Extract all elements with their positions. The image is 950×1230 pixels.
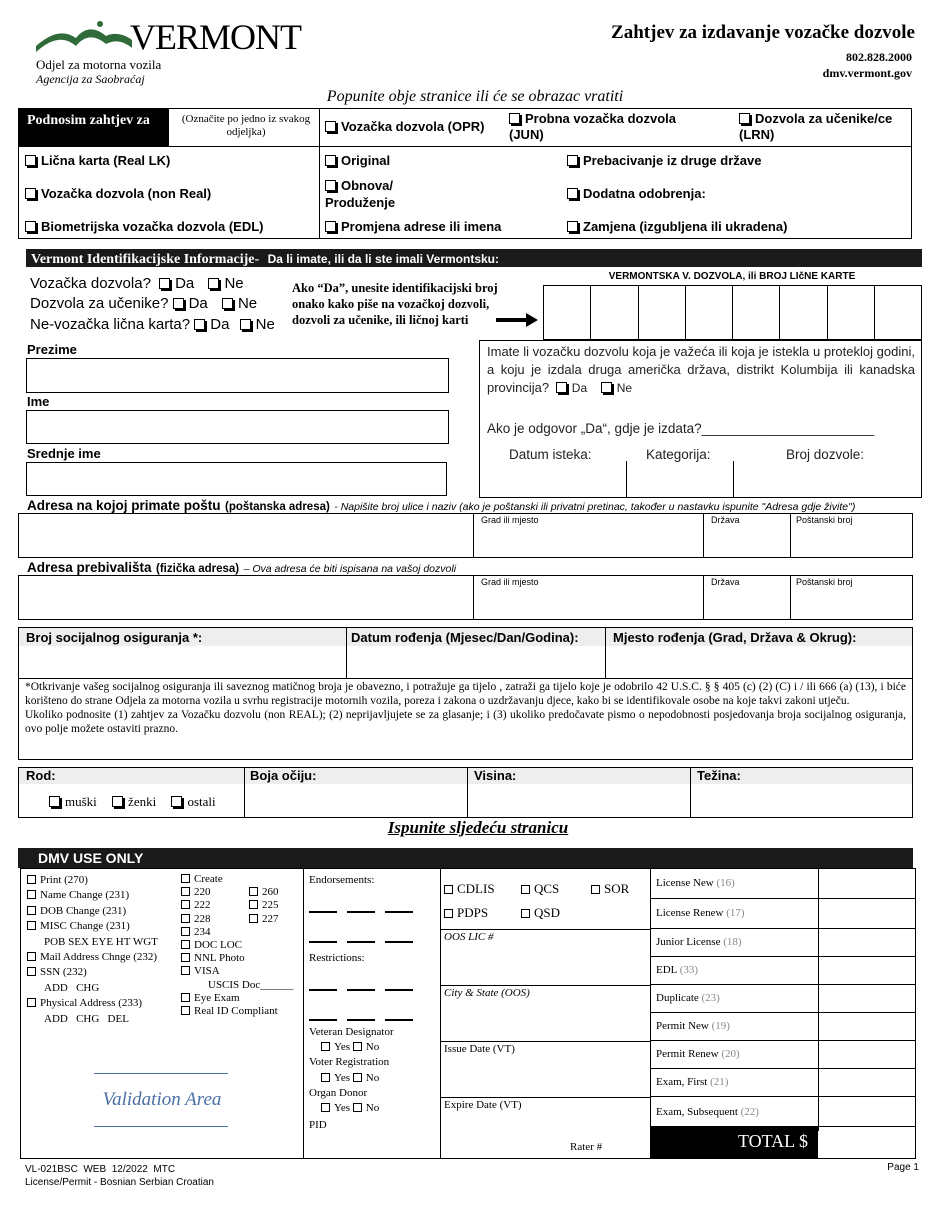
form-subtitle: Popunite obje stranice ili će se obrazac vratiti <box>326 88 624 105</box>
city-state-label: City & State (OOS) <box>444 987 530 999</box>
other-license-question: Imate li vozačku dozvolu koja je važeća ili koja je istekla u protekloj godini, a koju je izdala druga američka država, distrikt Kolumbija ili kanadska provincija? Da Ne <box>487 344 915 395</box>
vt-id-instructions: Ako “Da”, unesite identifikacijski broj onako kako piše na vozačkoj dozvoli, dozvoli za učenike, ili ličnoj karti <box>292 281 498 327</box>
check-pdps[interactable]: PDPS <box>444 901 521 925</box>
mail-address-field[interactable] <box>18 513 913 558</box>
dmv-222[interactable]: 222 <box>181 899 249 912</box>
mail-zip-label: Poštanski broj <box>796 515 853 525</box>
dmv-225[interactable]: 225 <box>249 899 279 911</box>
form-name: License/Permit - Bosnian Serbian Croatian <box>25 1177 214 1188</box>
check-qsd[interactable]: QSD <box>521 905 560 920</box>
weight-field[interactable] <box>691 784 912 817</box>
dmv-designators: Veteran Designator Yes No Voter Registration Yes No Organ Donor Yes No PID <box>309 1025 394 1133</box>
check-sor[interactable]: SOR <box>591 881 629 896</box>
dmv-dob-change[interactable]: DOB Change (231) <box>27 904 158 919</box>
opt-renewal[interactable]: Obnova/ Produženje <box>325 178 396 210</box>
first-name-label: Ime <box>27 394 50 409</box>
vt-license-no[interactable] <box>208 278 219 289</box>
dmv-misc-options: POB SEX EYE HT WGT <box>44 935 158 948</box>
other-license-no[interactable] <box>601 382 612 393</box>
id-number-boxes[interactable] <box>543 285 922 340</box>
expire-date-label: Expire Date (VT) <box>444 1099 522 1111</box>
dmv-endorsements-label: Endorsements: <box>309 874 375 886</box>
dmv-col1 <box>27 873 158 1027</box>
res-state-label: Država <box>711 577 740 587</box>
total-label-box: TOTAL $ <box>651 1127 818 1158</box>
dmv-col2 <box>181 873 301 1018</box>
oos-lic-label: OOS LIC # <box>444 931 494 943</box>
pob-label: Mjesto rođenja (Grad, Država & Okrug): <box>613 630 857 645</box>
height-field[interactable] <box>468 784 690 817</box>
weight-label: Težina: <box>697 768 741 783</box>
other-license-box <box>479 340 922 498</box>
sex-label: Rod: <box>26 768 56 783</box>
vermont-logo <box>34 18 304 58</box>
dmv-real-id[interactable]: Real ID Compliant <box>181 1005 301 1018</box>
dmv-restrictions-label: Restrictions: <box>309 952 365 964</box>
opt-endorsements[interactable]: Dodatna odobrenja: <box>567 186 706 201</box>
personal-info-row <box>18 627 913 679</box>
opt-original[interactable]: Original <box>325 153 390 168</box>
res-city-label: Grad ili mjesto <box>481 577 539 587</box>
dmv-ssn[interactable]: SSN (232) <box>27 965 158 980</box>
form-title: Zahtjev za izdavanje vozačke dozvole <box>611 22 915 43</box>
issue-date-label: Issue Date (VT) <box>444 1043 515 1055</box>
ssn-field[interactable] <box>19 646 346 678</box>
dob-label: Datum rođenja (Mjesec/Dan/Godina): <box>351 630 579 645</box>
dmv-misc-change[interactable]: MISC Change (231) <box>27 919 158 934</box>
pob-field[interactable] <box>606 646 912 678</box>
dob-field[interactable] <box>347 646 605 678</box>
page-number: Page 1 <box>887 1162 919 1173</box>
validation-area: Validation Area <box>102 1089 222 1110</box>
dmv-nnl-photo[interactable]: NNL Photo <box>181 952 301 965</box>
mountain-logo-icon <box>34 18 134 54</box>
eyes-label: Boja očiju: <box>250 768 317 783</box>
voter-no[interactable] <box>353 1073 362 1082</box>
mail-city-label: Grad ili mjesto <box>481 515 539 525</box>
dmv-ssn-options: ADD CHG <box>44 981 100 994</box>
dmv-uscis[interactable]: USCIS Doc______ <box>208 978 294 991</box>
opt-change-address[interactable]: Promjena adrese ili imena <box>325 219 501 234</box>
opt-non-real[interactable]: Vozačka dozvola (non Real) <box>25 186 211 201</box>
fee-row: Permit New (19) <box>651 1013 916 1041</box>
physical-row <box>18 767 913 818</box>
dmv-mail-change[interactable]: Mail Address Chnge (232) <box>27 950 158 965</box>
sex-female-checkbox[interactable] <box>112 796 123 807</box>
fee-row: Exam, First (21) <box>651 1069 916 1097</box>
dmv-checks <box>444 877 644 925</box>
ssn-label: Broj socijalnog osiguranja *: <box>26 630 203 645</box>
apply-note: (Označite po jedno iz svakog odjeljka) <box>181 113 311 138</box>
dmv-doc-loc[interactable]: DOC LOC <box>181 939 301 952</box>
dmv-pid: PID <box>309 1119 327 1132</box>
mail-state-label: Država <box>711 515 740 525</box>
check-qcs[interactable]: QCS <box>521 877 591 901</box>
veteran-yes[interactable] <box>321 1042 330 1051</box>
department-name: Odjel za motorna vozila <box>36 57 162 72</box>
fee-row: Exam, Subsequent (22) <box>651 1097 916 1127</box>
first-name-field[interactable] <box>26 410 449 444</box>
apply-label-box <box>19 109 169 146</box>
veteran-no[interactable] <box>353 1042 362 1051</box>
vt-permit-yes[interactable] <box>173 298 184 309</box>
vt-license-question: Vozačka dozvola? Da Ne <box>30 275 244 292</box>
eyes-field[interactable] <box>245 784 467 817</box>
fee-row: License New (16) <box>651 869 916 899</box>
dmv-print[interactable]: Print (270) <box>27 873 158 888</box>
fee-row: Junior License (18) <box>651 929 916 957</box>
dmv-228[interactable]: 228 <box>181 913 249 926</box>
middle-name-field[interactable] <box>26 462 447 496</box>
website: dmv.vermont.gov <box>822 66 912 80</box>
apply-section <box>18 108 912 239</box>
rater-label: Rater # <box>570 1141 603 1153</box>
dmv-name-change[interactable]: Name Change (231) <box>27 888 158 903</box>
dmv-234[interactable]: 234 <box>181 926 301 939</box>
arrow-right-icon <box>496 313 538 327</box>
dmv-restriction-lines[interactable] <box>309 982 429 1024</box>
vt-nondriver-yes[interactable] <box>194 319 205 330</box>
type-opr[interactable]: Vozačka dozvola (OPR) <box>325 119 485 134</box>
voter-yes[interactable] <box>321 1073 330 1082</box>
agency-name: Agencija za Saobraćaj <box>36 72 145 86</box>
dmv-create[interactable]: Create <box>181 873 301 886</box>
check-cdlis[interactable]: CDLIS <box>444 877 521 901</box>
middle-name-label: Srednje ime <box>27 446 101 461</box>
sex-male-checkbox[interactable] <box>49 796 60 807</box>
dmv-section <box>20 868 916 1159</box>
vt-license-yes[interactable] <box>159 278 170 289</box>
license-num-label: Broj dozvole: <box>786 447 865 462</box>
apply-label: Podnosim zahtjev za <box>27 113 150 128</box>
res-address-label: Adresa prebivališta (fizička adresa) – Ova adresa će biti ispisana na vašoj dozvoli <box>27 560 457 575</box>
opt-replacement[interactable]: Zamjena (izgubljena ili ukradena) <box>567 219 787 234</box>
form-id: VL-021BSC WEB 12/2022 MTC <box>25 1164 176 1175</box>
type-lrn[interactable]: Dozvola za učenike/ce (LRN) <box>739 111 893 142</box>
dmv-visa[interactable]: VISA <box>181 965 301 978</box>
res-address-field[interactable] <box>18 575 913 620</box>
total-amount-field[interactable] <box>818 1127 916 1158</box>
fee-row: Permit Renew (20) <box>651 1041 916 1069</box>
last-name-field[interactable] <box>26 358 449 393</box>
opt-real-id[interactable]: Lična karta (Real LK) <box>25 153 170 168</box>
height-label: Visina: <box>474 768 517 783</box>
opt-edl[interactable]: Biometrijska vozačka dozvola (EDL) <box>25 219 264 234</box>
dmv-address-options: ADD CHG DEL <box>44 1012 129 1025</box>
other-license-yes[interactable] <box>556 382 567 393</box>
phone-number: 802.828.2000 <box>846 50 912 64</box>
vt-permit-question: Dozvola za učenike? Da Ne <box>30 295 258 312</box>
fee-row: Duplicate (23) <box>651 985 916 1013</box>
res-zip-label: Poštanski broj <box>796 577 853 587</box>
category-label: Kategorija: <box>646 447 711 462</box>
issued-where[interactable]: Ako je odgovor „Da“, gdje je izdata?_______________________ <box>487 421 875 436</box>
sex-other-checkbox[interactable] <box>171 796 182 807</box>
fee-row: EDL (33) <box>651 957 916 985</box>
vt-id-header: Vermont Identifikacijske Informacije- Da li imate, ili da li ste imali Vermontsku: <box>26 249 922 267</box>
organ-no[interactable] <box>353 1103 362 1112</box>
type-jun[interactable]: Probna vozačka dozvola (JUN) <box>509 111 676 142</box>
dmv-220[interactable]: 220 <box>181 886 249 899</box>
vt-permit-no[interactable] <box>222 298 233 309</box>
dmv-227[interactable]: 227 <box>249 913 279 925</box>
continue-next-page: Ispunite sljedeću stranicu <box>387 818 569 837</box>
vt-nondriver-no[interactable] <box>240 319 251 330</box>
exp-date-label: Datum isteka: <box>509 447 592 462</box>
fee-row: License Renew (17) <box>651 899 916 929</box>
mail-address-label: Adresa na kojoj primate poštu (poštanska adresa) - Napišite broj ulice i naziv (ako je poštanski ili privatni pretinac, također u nastavku ispunite "Adresa gdje živite") <box>27 498 856 513</box>
organ-yes[interactable] <box>321 1103 330 1112</box>
dmv-header: DMV USE ONLY <box>18 848 913 868</box>
id-box-label: VERMONTSKA V. DOZVOLA, ili BROJ LIčNE KARTE <box>608 271 856 282</box>
dmv-physical-address[interactable]: Physical Address (233) <box>27 996 158 1011</box>
opt-transfer[interactable]: Prebacivanje iz druge države <box>567 153 761 168</box>
sex-options: muški ženki ostali <box>49 794 216 810</box>
dmv-endorsement-lines[interactable] <box>309 904 429 946</box>
dmv-eye-exam[interactable]: Eye Exam <box>181 992 301 1005</box>
last-name-label: Prezime <box>27 342 77 357</box>
ssn-disclaimer: *Otkrivanje vašeg socijalnog osiguranja ili saveznog matičnog broja je obavezno, i potražuje ga tijelo , zatraži ga tijelo koje je odobrilo 42 U.S.C. § § 405 (c) (2) (C) i / ili 666 (a) (13), i biće korišteno do strane Odjela za motorna vozila u svrhu registracije motornih vozila, poreza i zakona o uzdržavanju djece, kako bi se identifikovale osobe na koje takvi zakoni utječu. Ukoliko podnosite (1) zahtjev za Vozačku dozvolu (non REAL); (2) neprijavljujete se za glasanje; i (3) ukoliko predočavate pismo o nepodobnosti posjedovanja broja socijalnog osiguranja, ovo polje možete ostaviti prazno. <box>18 678 913 760</box>
vt-nondriver-question: Ne-vozačka lična karta? Da Ne <box>30 316 275 333</box>
logo-wordmark: VERMONT <box>130 17 301 57</box>
dmv-260[interactable]: 260 <box>249 886 279 898</box>
